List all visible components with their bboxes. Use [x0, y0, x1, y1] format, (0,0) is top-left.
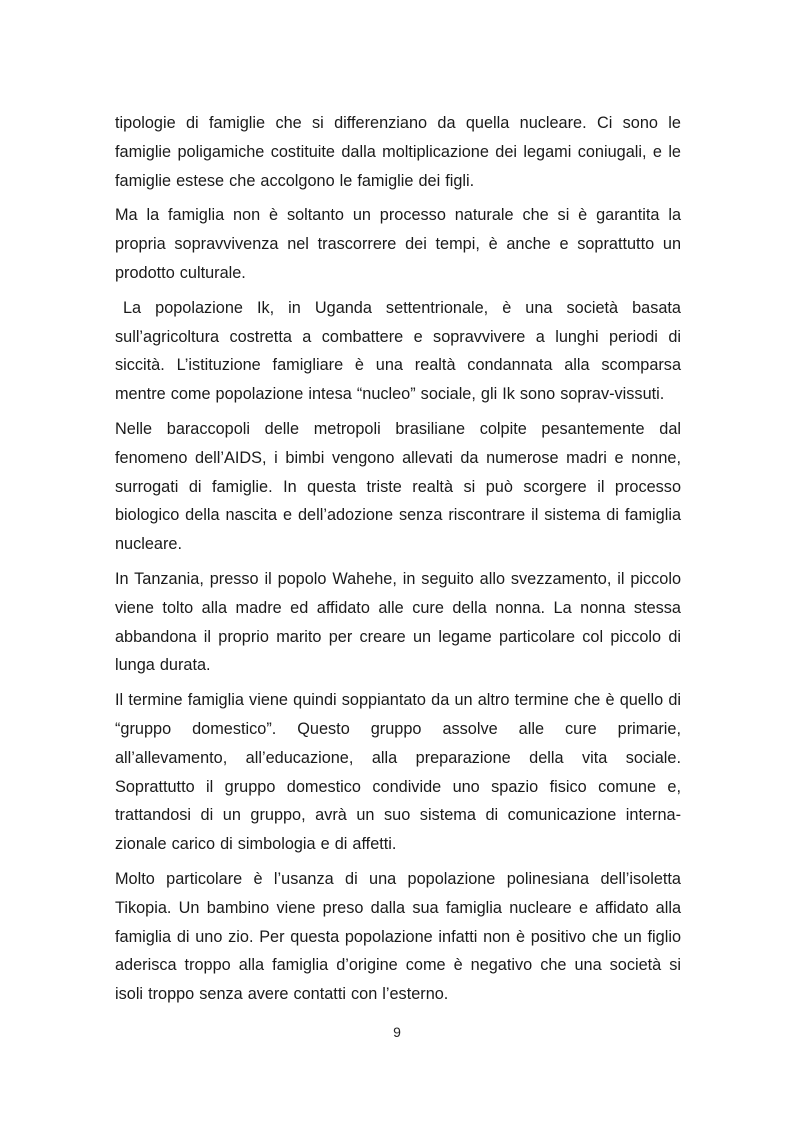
paragraph-5: In Tanzania, presso il popolo Wahehe, in seguito allo svezzamento, il piccolo viene tolto alla madre ed affidato alle cure della nonna. La nonna stessa abbandona il proprio marito per creare un legame particolare col piccolo di lunga durata.	[115, 569, 681, 675]
page-number: 9	[393, 1024, 401, 1040]
paragraph-3: La popolazione Ik, in Uganda settentrionale, è una società basata sull’agricoltura costretta a combattere e sopravvivere a lunghi periodi di siccità. L’istituzione famigliare è una realtà condannata alla scomparsa mentre come popolazione intesa “nucleo” sociale, gli Ik sono soprav-vissuti.	[115, 298, 681, 404]
paragraph-4: Nelle baraccopoli delle metropoli brasiliane colpite pesantemente dal fenomeno dell’AIDS, i bimbi vengono allevati da numerose madri e nonne, surrogati di famiglie. In questa triste realtà si può scorgere il processo biologico della nascita e dell’adozione senza riscontrare il sistema di famiglia nucleare.	[115, 419, 681, 554]
paragraph-7: Molto particolare è l’usanza di una popolazione polinesiana dell’isoletta Tikopia. Un bambino viene preso dalla sua famiglia nucleare e affidato alla famiglia di uno zio. Per questa popolazione infatti non è positivo che un figlio aderisca troppo alla famiglia d’origine come è negativo che una società si isoli troppo senza avere contatti con l’esterno.	[115, 869, 681, 1004]
paragraph-2: Ma la famiglia non è soltanto un processo naturale che si è garantita la propria sopravvivenza nel trascorrere dei tempi, è anche e soprattutto un prodotto culturale.	[115, 206, 681, 282]
paragraph-6: Il termine famiglia viene quindi soppiantato da un altro termine che è quello di “gruppo domestico”. Questo gruppo assolve alle cure primarie, all’allevamento, all’educazione, alla preparazione della vita sociale. Soprattutto il gruppo domestico condivide uno spazio fisico comune e, trattandosi di un gruppo, avrà un suo sistema di comunicazione interna-zionale carico di simbologia e di affetti.	[115, 691, 681, 854]
paragraph-1: tipologie di famiglie che si differenziano da quella nucleare. Ci sono le famiglie poligamiche costituite dalla moltiplicazione dei legami coniugali, e le famiglie estese che accolgono le famiglie dei figli.	[115, 114, 681, 190]
body-text	[115, 109, 681, 1015]
